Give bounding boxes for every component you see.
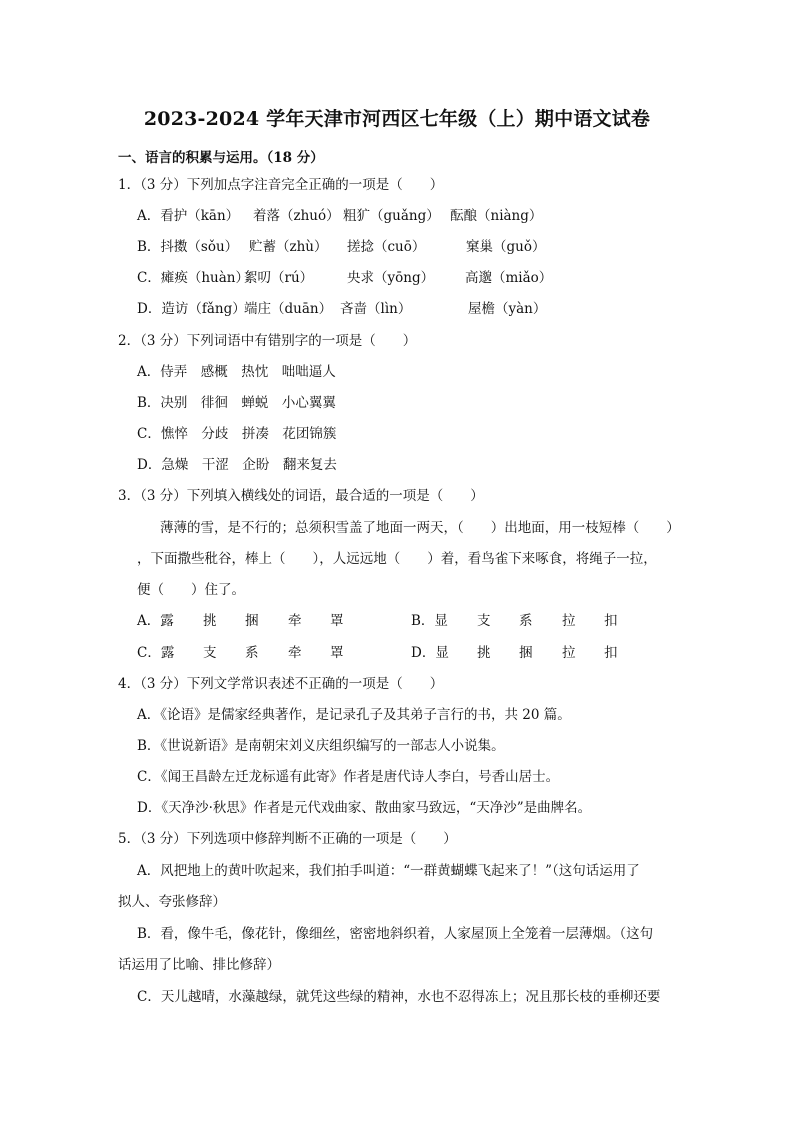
q5-option-c-line-1: C．天儿越晴，水藻越绿，就凭这些绿的精神，水也不忍得冻上；况且那长枝的垂柳还要 xyxy=(137,989,661,1005)
question-3-stem: 3．（3 分）下列填入横线处的词语，最合适的一项是（ ） xyxy=(118,488,484,504)
q3-d-3: 捆 xyxy=(519,645,533,661)
q2-option-b: B．决别 徘徊 蝉蜕 小心翼翼 xyxy=(137,395,336,411)
q3-d-4: 拉 xyxy=(562,645,576,661)
q3-c-5: 罩 xyxy=(330,645,344,661)
page-title: 2023-2024 学年天津市河西区七年级（上）期中语文试卷 xyxy=(143,108,651,130)
q3-b-1: B．显 xyxy=(411,613,448,629)
q3-c-4: 牵 xyxy=(288,645,302,661)
question-5-stem: 5．（3 分）下列选项中修辞判断不正确的一项是（ ） xyxy=(118,831,457,847)
q3-d-2: 挑 xyxy=(477,645,491,661)
q3-passage-line-1: 薄薄的雪，是不行的；总须积雪盖了地面一两天，（ ）出地面，用一枝短棒（ ） xyxy=(160,520,680,536)
q1-c-4: 高邈（miǎo） xyxy=(465,270,553,286)
q2-option-c: C．憔悴 分歧 拼凑 花团锦簇 xyxy=(137,426,337,442)
q1-d-2: 端庄（duān） xyxy=(244,301,333,317)
q1-b-4: 窠巢（guǒ） xyxy=(466,239,546,255)
q4-option-a: A．《论语》是儒家经典著作，是记录孔子及其弟子言行的书，共 20 篇。 xyxy=(137,707,571,723)
q5-option-b-line-1: B．看，像牛毛，像花针，像细丝，密密地斜织着，人家屋顶上全笼着一层薄烟。（这句 xyxy=(137,926,654,942)
q3-c-2: 支 xyxy=(203,645,217,661)
q1-c-1: C．瘫痪（huàn） xyxy=(137,270,249,286)
q5-option-a-line-1: A．风把地上的黄叶吹起来，我们拍手叫道：“一群黄蝴蝶飞起来了！”（这句话运用了 xyxy=(137,863,640,879)
q1-a-2: 着落（zhuó） xyxy=(253,208,340,224)
q1-b-1: B．抖擞（sǒu） xyxy=(137,239,239,255)
q1-b-3: 搓捻（cuō） xyxy=(347,239,426,255)
q3-a-4: 牵 xyxy=(288,613,302,629)
q1-a-1: A．看护（kān） xyxy=(137,208,240,224)
q3-a-5: 罩 xyxy=(330,613,344,629)
q3-passage-line-3: 便（ ）住了。 xyxy=(137,582,245,598)
q2-option-a: A．侍弄 感概 热忱 咄咄逼人 xyxy=(137,364,336,380)
q1-b-2: 贮蓄（zhù） xyxy=(249,239,328,255)
q5-option-a-line-2: 拟人、夸张修辞） xyxy=(118,894,226,910)
q3-b-5: 扣 xyxy=(604,613,618,629)
q3-c-1: C．露 xyxy=(137,645,175,661)
q3-d-1: D．显 xyxy=(411,645,449,661)
q3-b-4: 拉 xyxy=(562,613,576,629)
q4-option-d: D．《天净沙·秋思》作者是元代戏曲家、散曲家马致远，“天净沙”是曲牌名。 xyxy=(137,800,592,816)
q3-b-2: 支 xyxy=(477,613,491,629)
q1-c-3: 央求（yōng） xyxy=(347,270,435,286)
q3-a-3: 捆 xyxy=(245,613,259,629)
q3-passage-line-2: ，下面撒些秕谷，棒上（ ），人远远地（ ）着，看鸟雀下来啄食，将绳子一拉， xyxy=(137,551,657,567)
q3-b-3: 系 xyxy=(519,613,533,629)
q4-option-b: B．《世说新语》是南朝宋刘义庆组织编写的一部志人小说集。 xyxy=(137,738,505,754)
q4-option-c: C．《闻王昌龄左迁龙标遥有此寄》作者是唐代诗人李白，号香山居士。 xyxy=(137,769,560,785)
q3-a-1: A．露 xyxy=(137,613,174,629)
q1-d-3: 吝啬（lìn） xyxy=(340,301,412,317)
q1-a-3: 粗犷（guǎng） xyxy=(343,208,440,224)
section-heading: 一、语言的积累与运用。（18 分） xyxy=(118,150,324,166)
q5-option-b-line-2: 话运用了比喻、排比修辞） xyxy=(118,957,280,973)
q3-d-5: 扣 xyxy=(604,645,618,661)
q2-option-d: D．急燥 干涩 企盼 翻来复去 xyxy=(137,457,337,473)
question-4-stem: 4．（3 分）下列文学常识表述不正确的一项是（ ） xyxy=(118,676,444,692)
question-2-stem: 2．（3 分）下列词语中有错别字的一项是（ ） xyxy=(118,333,417,349)
q1-d-1: D．造访（fǎng） xyxy=(137,301,246,317)
question-1-stem: 1．（3 分）下列加点字注音完全正确的一项是（ ） xyxy=(118,177,444,193)
q1-a-4: 酝酿（niàng） xyxy=(450,208,543,224)
q1-c-2: 絮叨（rú） xyxy=(244,270,314,286)
q3-a-2: 挑 xyxy=(203,613,217,629)
q1-d-4: 屋檐（yàn） xyxy=(468,301,547,317)
q3-c-3: 系 xyxy=(245,645,259,661)
